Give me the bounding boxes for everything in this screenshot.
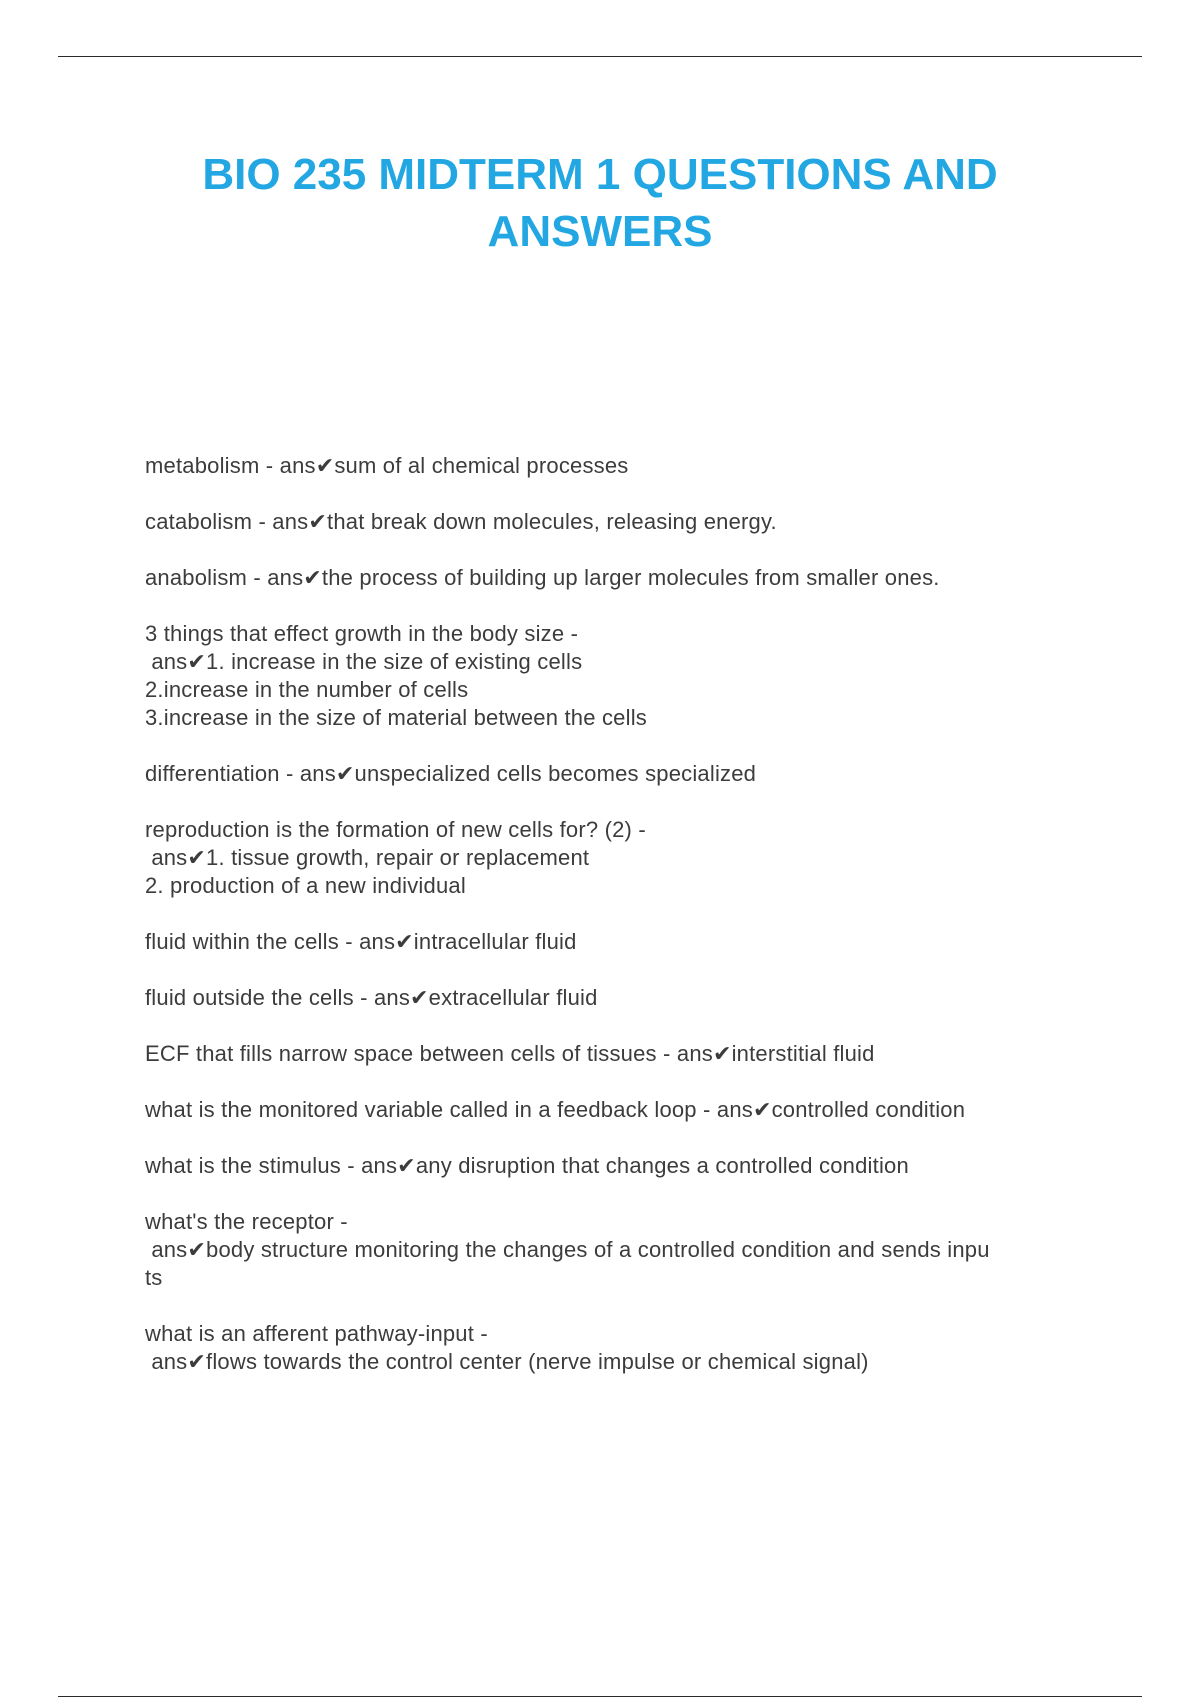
qa-line: fluid within the cells - ans✔intracellular fluid (145, 929, 577, 954)
qa-item (145, 620, 1095, 732)
qa-item (145, 928, 1095, 956)
qa-line: 2. production of a new individual (145, 873, 466, 898)
qa-line: what is an afferent pathway-input - (145, 1321, 488, 1346)
qa-line: what's the receptor - (145, 1209, 348, 1234)
qa-item (145, 1208, 1095, 1292)
qa-line: 3.increase in the size of material between the cells (145, 705, 647, 730)
qa-line: ts (145, 1265, 163, 1290)
bottom-rule (58, 1696, 1142, 1697)
qa-line: ans✔body structure monitoring the changes of a controlled condition and sends inpu (145, 1237, 990, 1262)
qa-item (145, 984, 1095, 1012)
qa-line: reproduction is the formation of new cells for? (2) - (145, 817, 646, 842)
top-rule (58, 56, 1142, 57)
qa-line: 3 things that effect growth in the body size - (145, 621, 579, 646)
qa-item (145, 1040, 1095, 1068)
qa-item (145, 564, 1095, 592)
qa-line: ans✔1. increase in the size of existing cells (145, 649, 583, 674)
qa-item (145, 508, 1095, 536)
qa-line: differentiation - ans✔unspecialized cells becomes specialized (145, 761, 757, 786)
qa-line: fluid outside the cells - ans✔extracellular fluid (145, 985, 598, 1010)
document-title: BIO 235 MIDTERM 1 QUESTIONS AND ANSWERS (202, 150, 998, 256)
qa-line: catabolism - ans✔that break down molecules, releasing energy. (145, 509, 777, 534)
qa-item (145, 1152, 1095, 1180)
qa-item (145, 760, 1095, 788)
qa-line: metabolism - ans✔sum of al chemical processes (145, 453, 629, 478)
qa-line: anabolism - ans✔the process of building up larger molecules from smaller ones. (145, 565, 940, 590)
qa-line: ECF that fills narrow space between cells of tissues - ans✔interstitial fluid (145, 1041, 875, 1066)
qa-item (145, 816, 1095, 900)
qa-list (145, 452, 1095, 1404)
qa-item (145, 452, 1095, 480)
qa-item (145, 1320, 1095, 1376)
qa-line: ans✔1. tissue growth, repair or replacement (145, 845, 590, 870)
qa-line: what is the stimulus - ans✔any disruption that changes a controlled condition (145, 1153, 909, 1178)
qa-line: what is the monitored variable called in a feedback loop - ans✔controlled condition (145, 1097, 966, 1122)
qa-item (145, 1096, 1095, 1124)
qa-line: ans✔flows towards the control center (nerve impulse or chemical signal) (145, 1349, 869, 1374)
qa-line: 2.increase in the number of cells (145, 677, 469, 702)
